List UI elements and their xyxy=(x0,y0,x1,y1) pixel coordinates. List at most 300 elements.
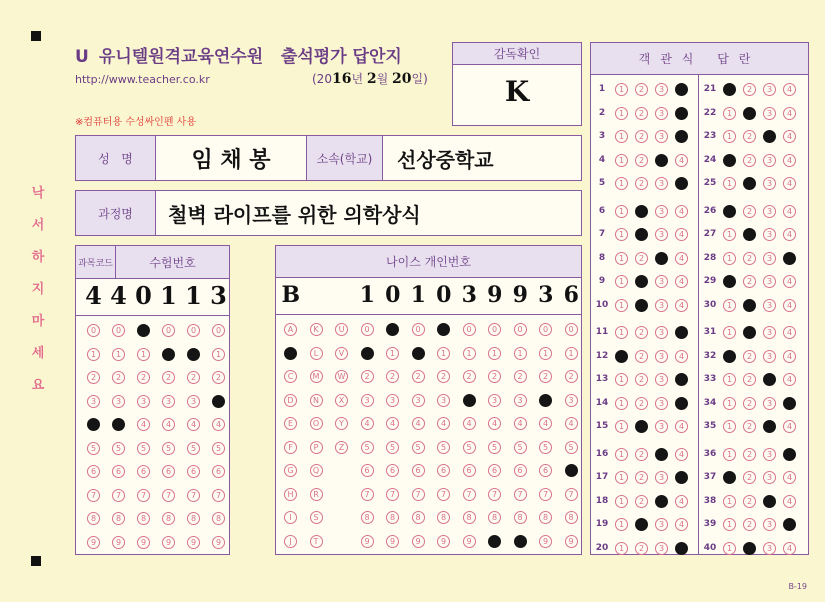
nice-letter-bubble[interactable]: O xyxy=(310,417,323,430)
nice-digit-bubble[interactable]: 7 xyxy=(412,488,425,501)
nice-digit-bubble[interactable]: 6 xyxy=(412,464,425,477)
answer-bubble[interactable]: 2 xyxy=(635,130,648,143)
nice-letter-bubble[interactable]: U xyxy=(335,323,348,336)
answer-bubble[interactable]: 3 xyxy=(763,177,776,190)
answer-bubble[interactable] xyxy=(655,448,668,461)
answer-bubble[interactable] xyxy=(783,518,796,531)
nice-digit-bubble[interactable]: 1 xyxy=(539,347,552,360)
answer-bubble[interactable]: 3 xyxy=(763,83,776,96)
answer-bubble[interactable]: 4 xyxy=(675,448,688,461)
code-bubble[interactable]: 0 xyxy=(212,324,225,337)
answer-bubble[interactable]: 2 xyxy=(743,130,756,143)
code-bubble[interactable]: 9 xyxy=(137,536,150,549)
nice-letter-bubble[interactable]: T xyxy=(310,535,323,548)
nice-letter-bubble[interactable]: N xyxy=(310,394,323,407)
answer-bubble[interactable]: 2 xyxy=(743,154,756,167)
answer-bubble[interactable] xyxy=(655,252,668,265)
nice-digit-bubble[interactable]: 7 xyxy=(463,488,476,501)
code-bubble[interactable]: 6 xyxy=(112,465,125,478)
answer-bubble[interactable]: 3 xyxy=(655,471,668,484)
answer-bubble[interactable]: 2 xyxy=(743,373,756,386)
answer-bubble[interactable]: 4 xyxy=(675,495,688,508)
answer-bubble[interactable] xyxy=(675,542,688,555)
answer-bubble[interactable] xyxy=(743,326,756,339)
answer-bubble[interactable] xyxy=(763,130,776,143)
answer-bubble[interactable] xyxy=(783,252,796,265)
answer-bubble[interactable]: 3 xyxy=(655,299,668,312)
answer-bubble[interactable]: 3 xyxy=(655,518,668,531)
answer-bubble[interactable]: 4 xyxy=(675,275,688,288)
answer-bubble[interactable]: 3 xyxy=(655,83,668,96)
nice-letter-bubble[interactable]: J xyxy=(284,535,297,548)
answer-bubble[interactable]: 4 xyxy=(783,275,796,288)
answer-bubble[interactable]: 1 xyxy=(615,448,628,461)
code-bubble[interactable]: 4 xyxy=(212,418,225,431)
code-bubble[interactable] xyxy=(162,348,175,361)
answer-bubble[interactable]: 1 xyxy=(723,397,736,410)
nice-digit-bubble[interactable]: 6 xyxy=(539,464,552,477)
code-bubble[interactable]: 6 xyxy=(87,465,100,478)
nice-letter-bubble[interactable]: K xyxy=(310,323,323,336)
nice-letter-bubble[interactable]: G xyxy=(284,464,297,477)
answer-bubble[interactable] xyxy=(675,83,688,96)
code-bubble[interactable]: 9 xyxy=(87,536,100,549)
answer-bubble[interactable]: 1 xyxy=(723,495,736,508)
answer-bubble[interactable]: 4 xyxy=(783,228,796,241)
answer-bubble[interactable]: 1 xyxy=(615,83,628,96)
answer-bubble[interactable]: 4 xyxy=(783,205,796,218)
code-bubble[interactable]: 1 xyxy=(112,348,125,361)
code-bubble[interactable]: 8 xyxy=(162,512,175,525)
nice-digit-bubble[interactable]: 3 xyxy=(361,394,374,407)
answer-bubble[interactable]: 1 xyxy=(723,373,736,386)
answer-bubble[interactable]: 4 xyxy=(783,542,796,555)
nice-digit-bubble[interactable]: 5 xyxy=(463,441,476,454)
answer-bubble[interactable]: 3 xyxy=(655,107,668,120)
answer-bubble[interactable]: 1 xyxy=(615,420,628,433)
code-bubble[interactable]: 8 xyxy=(112,512,125,525)
nice-letter-bubble[interactable] xyxy=(284,347,297,360)
answer-bubble[interactable]: 3 xyxy=(655,420,668,433)
answer-bubble[interactable]: 2 xyxy=(743,471,756,484)
code-bubble[interactable]: 3 xyxy=(87,395,100,408)
answer-bubble[interactable]: 1 xyxy=(615,518,628,531)
nice-digit-bubble[interactable]: 3 xyxy=(565,394,578,407)
answer-bubble[interactable]: 3 xyxy=(763,107,776,120)
answer-bubble[interactable]: 1 xyxy=(615,107,628,120)
nice-letter-bubble[interactable]: I xyxy=(284,511,297,524)
nice-digit-bubble[interactable]: 1 xyxy=(488,347,501,360)
nice-digit-bubble[interactable] xyxy=(412,347,425,360)
answer-bubble[interactable]: 2 xyxy=(743,420,756,433)
code-bubble[interactable]: 4 xyxy=(162,418,175,431)
answer-bubble[interactable] xyxy=(635,518,648,531)
answer-bubble[interactable]: 4 xyxy=(783,107,796,120)
answer-bubble[interactable] xyxy=(675,107,688,120)
answer-bubble[interactable]: 3 xyxy=(763,518,776,531)
nice-digit-bubble[interactable]: 3 xyxy=(386,394,399,407)
answer-bubble[interactable]: 3 xyxy=(655,326,668,339)
answer-bubble[interactable]: 3 xyxy=(763,205,776,218)
nice-digit-bubble[interactable]: 2 xyxy=(488,370,501,383)
answer-bubble[interactable]: 3 xyxy=(655,542,668,555)
answer-bubble[interactable]: 3 xyxy=(763,154,776,167)
answer-bubble[interactable]: 2 xyxy=(635,495,648,508)
nice-digit-bubble[interactable]: 2 xyxy=(361,370,374,383)
answer-bubble[interactable]: 4 xyxy=(783,130,796,143)
answer-bubble[interactable]: 2 xyxy=(635,83,648,96)
answer-bubble[interactable]: 4 xyxy=(783,83,796,96)
answer-bubble[interactable]: 2 xyxy=(635,397,648,410)
answer-bubble[interactable] xyxy=(675,471,688,484)
code-bubble[interactable]: 2 xyxy=(212,371,225,384)
answer-bubble[interactable] xyxy=(635,299,648,312)
nice-digit-bubble[interactable]: 2 xyxy=(539,370,552,383)
nice-digit-bubble[interactable]: 8 xyxy=(514,511,527,524)
nice-digit-bubble[interactable] xyxy=(437,323,450,336)
answer-bubble[interactable]: 1 xyxy=(615,205,628,218)
code-bubble[interactable] xyxy=(212,395,225,408)
nice-digit-bubble[interactable]: 7 xyxy=(488,488,501,501)
answer-bubble[interactable]: 2 xyxy=(635,373,648,386)
code-bubble[interactable]: 5 xyxy=(162,442,175,455)
answer-bubble[interactable] xyxy=(723,83,736,96)
nice-digit-bubble[interactable]: 6 xyxy=(514,464,527,477)
answer-bubble[interactable]: 2 xyxy=(635,350,648,363)
answer-bubble[interactable]: 2 xyxy=(635,252,648,265)
code-bubble[interactable]: 9 xyxy=(112,536,125,549)
answer-bubble[interactable]: 3 xyxy=(655,177,668,190)
nice-digit-bubble[interactable]: 2 xyxy=(514,370,527,383)
nice-digit-bubble[interactable]: 0 xyxy=(463,323,476,336)
code-bubble[interactable]: 7 xyxy=(112,489,125,502)
nice-letter-bubble[interactable]: E xyxy=(284,417,297,430)
nice-digit-bubble[interactable]: 4 xyxy=(565,417,578,430)
answer-bubble[interactable]: 1 xyxy=(723,252,736,265)
nice-digit-bubble[interactable]: 0 xyxy=(514,323,527,336)
answer-bubble[interactable]: 1 xyxy=(615,471,628,484)
answer-bubble[interactable] xyxy=(783,397,796,410)
code-bubble[interactable]: 8 xyxy=(187,512,200,525)
answer-bubble[interactable]: 2 xyxy=(743,205,756,218)
nice-letter-bubble[interactable]: A xyxy=(284,323,297,336)
answer-bubble[interactable] xyxy=(675,373,688,386)
answer-bubble[interactable]: 2 xyxy=(743,252,756,265)
code-bubble[interactable]: 4 xyxy=(137,418,150,431)
answer-bubble[interactable]: 1 xyxy=(615,177,628,190)
code-bubble[interactable]: 3 xyxy=(187,395,200,408)
nice-digit-bubble[interactable]: 8 xyxy=(412,511,425,524)
nice-digit-bubble[interactable]: 6 xyxy=(361,464,374,477)
answer-bubble[interactable]: 1 xyxy=(615,326,628,339)
code-bubble[interactable] xyxy=(112,418,125,431)
code-bubble[interactable]: 8 xyxy=(212,512,225,525)
answer-bubble[interactable]: 3 xyxy=(655,228,668,241)
answer-bubble[interactable]: 3 xyxy=(763,542,776,555)
nice-letter-bubble[interactable]: H xyxy=(284,488,297,501)
answer-bubble[interactable]: 4 xyxy=(783,177,796,190)
answer-bubble[interactable]: 3 xyxy=(763,471,776,484)
nice-digit-bubble[interactable]: 9 xyxy=(361,535,374,548)
nice-digit-bubble[interactable]: 3 xyxy=(488,394,501,407)
nice-letter-bubble[interactable]: L xyxy=(310,347,323,360)
code-bubble[interactable]: 6 xyxy=(162,465,175,478)
code-bubble[interactable] xyxy=(187,348,200,361)
nice-letter-bubble[interactable]: V xyxy=(335,347,348,360)
code-bubble[interactable]: 8 xyxy=(137,512,150,525)
nice-digit-bubble[interactable]: 0 xyxy=(539,323,552,336)
nice-digit-bubble[interactable]: 0 xyxy=(412,323,425,336)
nice-digit-bubble[interactable]: 2 xyxy=(463,370,476,383)
nice-digit-bubble[interactable]: 1 xyxy=(514,347,527,360)
nice-letter-bubble[interactable]: R xyxy=(310,488,323,501)
nice-digit-bubble[interactable]: 7 xyxy=(361,488,374,501)
answer-bubble[interactable]: 4 xyxy=(783,495,796,508)
code-bubble[interactable]: 7 xyxy=(87,489,100,502)
nice-letter-bubble[interactable]: Z xyxy=(335,441,348,454)
code-bubble[interactable]: 1 xyxy=(87,348,100,361)
nice-letter-bubble[interactable]: M xyxy=(310,370,323,383)
answer-bubble[interactable]: 1 xyxy=(615,495,628,508)
answer-bubble[interactable]: 3 xyxy=(655,373,668,386)
nice-digit-bubble[interactable]: 9 xyxy=(437,535,450,548)
nice-digit-bubble[interactable]: 8 xyxy=(361,511,374,524)
answer-bubble[interactable]: 4 xyxy=(675,205,688,218)
nice-digit-bubble[interactable]: 8 xyxy=(488,511,501,524)
answer-bubble[interactable] xyxy=(675,130,688,143)
answer-bubble[interactable]: 2 xyxy=(743,83,756,96)
answer-bubble[interactable]: 2 xyxy=(635,471,648,484)
nice-digit-bubble[interactable]: 4 xyxy=(412,417,425,430)
answer-bubble[interactable] xyxy=(743,542,756,555)
answer-bubble[interactable] xyxy=(635,228,648,241)
code-bubble[interactable]: 5 xyxy=(87,442,100,455)
nice-letter-bubble[interactable]: C xyxy=(284,370,297,383)
code-bubble[interactable]: 7 xyxy=(212,489,225,502)
answer-bubble[interactable] xyxy=(635,205,648,218)
nice-digit-bubble[interactable]: 7 xyxy=(514,488,527,501)
answer-bubble[interactable]: 2 xyxy=(635,177,648,190)
nice-digit-bubble[interactable] xyxy=(539,394,552,407)
code-bubble[interactable]: 2 xyxy=(137,371,150,384)
nice-digit-bubble[interactable]: 4 xyxy=(488,417,501,430)
nice-digit-bubble[interactable]: 4 xyxy=(539,417,552,430)
answer-bubble[interactable]: 1 xyxy=(615,542,628,555)
nice-digit-bubble[interactable] xyxy=(514,535,527,548)
code-bubble[interactable]: 7 xyxy=(187,489,200,502)
code-bubble[interactable]: 9 xyxy=(212,536,225,549)
nice-digit-bubble[interactable]: 5 xyxy=(437,441,450,454)
nice-digit-bubble[interactable]: 5 xyxy=(386,441,399,454)
answer-bubble[interactable]: 1 xyxy=(723,448,736,461)
answer-bubble[interactable]: 4 xyxy=(675,228,688,241)
answer-bubble[interactable]: 2 xyxy=(635,154,648,167)
answer-bubble[interactable]: 4 xyxy=(783,326,796,339)
answer-bubble[interactable]: 4 xyxy=(675,518,688,531)
code-bubble[interactable]: 2 xyxy=(187,371,200,384)
nice-digit-bubble[interactable]: 4 xyxy=(463,417,476,430)
nice-digit-bubble[interactable]: 4 xyxy=(386,417,399,430)
nice-digit-bubble[interactable]: 7 xyxy=(539,488,552,501)
code-bubble[interactable]: 5 xyxy=(137,442,150,455)
nice-digit-bubble[interactable]: 8 xyxy=(539,511,552,524)
nice-digit-bubble[interactable]: 5 xyxy=(361,441,374,454)
answer-bubble[interactable]: 1 xyxy=(723,518,736,531)
answer-bubble[interactable]: 3 xyxy=(763,252,776,265)
answer-bubble[interactable]: 2 xyxy=(743,495,756,508)
answer-bubble[interactable] xyxy=(635,420,648,433)
nice-digit-bubble[interactable]: 5 xyxy=(488,441,501,454)
answer-bubble[interactable] xyxy=(635,275,648,288)
nice-digit-bubble[interactable]: 1 xyxy=(386,347,399,360)
nice-digit-bubble[interactable]: 5 xyxy=(412,441,425,454)
nice-digit-bubble[interactable]: 8 xyxy=(386,511,399,524)
nice-letter-bubble[interactable]: Y xyxy=(335,417,348,430)
answer-bubble[interactable]: 2 xyxy=(743,518,756,531)
answer-bubble[interactable]: 2 xyxy=(743,397,756,410)
code-bubble[interactable]: 2 xyxy=(112,371,125,384)
code-bubble[interactable]: 5 xyxy=(212,442,225,455)
answer-bubble[interactable]: 1 xyxy=(723,326,736,339)
nice-digit-bubble[interactable]: 8 xyxy=(565,511,578,524)
answer-bubble[interactable] xyxy=(723,205,736,218)
nice-digit-bubble[interactable]: 1 xyxy=(437,347,450,360)
code-bubble[interactable]: 1 xyxy=(212,348,225,361)
nice-digit-bubble[interactable]: 0 xyxy=(488,323,501,336)
answer-bubble[interactable]: 4 xyxy=(783,373,796,386)
answer-bubble[interactable] xyxy=(743,107,756,120)
answer-bubble[interactable] xyxy=(675,177,688,190)
answer-bubble[interactable] xyxy=(723,350,736,363)
answer-bubble[interactable]: 2 xyxy=(743,350,756,363)
code-bubble[interactable]: 3 xyxy=(162,395,175,408)
answer-bubble[interactable]: 1 xyxy=(723,228,736,241)
code-bubble[interactable]: 9 xyxy=(187,536,200,549)
answer-bubble[interactable]: 3 xyxy=(763,397,776,410)
answer-bubble[interactable]: 4 xyxy=(675,350,688,363)
answer-bubble[interactable]: 3 xyxy=(763,275,776,288)
nice-digit-bubble[interactable] xyxy=(361,347,374,360)
answer-bubble[interactable]: 4 xyxy=(675,420,688,433)
nice-digit-bubble[interactable]: 6 xyxy=(437,464,450,477)
answer-bubble[interactable] xyxy=(783,448,796,461)
nice-letter-bubble[interactable]: Q xyxy=(310,464,323,477)
answer-bubble[interactable]: 1 xyxy=(723,130,736,143)
answer-bubble[interactable]: 2 xyxy=(743,448,756,461)
nice-digit-bubble[interactable]: 3 xyxy=(514,394,527,407)
nice-digit-bubble[interactable]: 4 xyxy=(361,417,374,430)
answer-bubble[interactable]: 4 xyxy=(675,154,688,167)
nice-digit-bubble[interactable]: 6 xyxy=(386,464,399,477)
answer-bubble[interactable]: 1 xyxy=(723,420,736,433)
answer-bubble[interactable]: 1 xyxy=(615,275,628,288)
nice-digit-bubble[interactable]: 9 xyxy=(463,535,476,548)
answer-bubble[interactable]: 3 xyxy=(655,275,668,288)
nice-digit-bubble[interactable]: 9 xyxy=(565,535,578,548)
code-bubble[interactable]: 5 xyxy=(112,442,125,455)
code-bubble[interactable]: 5 xyxy=(187,442,200,455)
code-bubble[interactable]: 9 xyxy=(162,536,175,549)
answer-bubble[interactable]: 2 xyxy=(635,542,648,555)
code-bubble[interactable]: 6 xyxy=(187,465,200,478)
code-bubble[interactable] xyxy=(87,418,100,431)
answer-bubble[interactable] xyxy=(675,397,688,410)
nice-digit-bubble[interactable]: 4 xyxy=(437,417,450,430)
code-bubble[interactable] xyxy=(137,324,150,337)
code-bubble[interactable]: 4 xyxy=(187,418,200,431)
answer-bubble[interactable]: 3 xyxy=(763,299,776,312)
nice-digit-bubble[interactable]: 1 xyxy=(463,347,476,360)
code-bubble[interactable]: 2 xyxy=(162,371,175,384)
nice-digit-bubble[interactable]: 5 xyxy=(539,441,552,454)
answer-bubble[interactable]: 2 xyxy=(635,448,648,461)
nice-digit-bubble[interactable]: 2 xyxy=(412,370,425,383)
answer-bubble[interactable]: 3 xyxy=(763,350,776,363)
answer-bubble[interactable] xyxy=(675,326,688,339)
nice-digit-bubble[interactable]: 1 xyxy=(565,347,578,360)
nice-digit-bubble[interactable]: 9 xyxy=(386,535,399,548)
nice-digit-bubble[interactable] xyxy=(488,535,501,548)
answer-bubble[interactable] xyxy=(723,275,736,288)
nice-digit-bubble[interactable]: 7 xyxy=(386,488,399,501)
nice-digit-bubble[interactable]: 8 xyxy=(463,511,476,524)
nice-digit-bubble[interactable] xyxy=(463,394,476,407)
answer-bubble[interactable]: 3 xyxy=(763,326,776,339)
answer-bubble[interactable]: 3 xyxy=(655,397,668,410)
nice-letter-bubble[interactable]: D xyxy=(284,394,297,407)
answer-bubble[interactable]: 1 xyxy=(615,228,628,241)
code-bubble[interactable]: 0 xyxy=(87,324,100,337)
answer-bubble[interactable]: 3 xyxy=(655,350,668,363)
answer-bubble[interactable]: 2 xyxy=(743,275,756,288)
nice-digit-bubble[interactable]: 5 xyxy=(514,441,527,454)
answer-bubble[interactable]: 1 xyxy=(723,299,736,312)
code-bubble[interactable]: 6 xyxy=(212,465,225,478)
answer-bubble[interactable] xyxy=(655,154,668,167)
answer-bubble[interactable]: 4 xyxy=(783,350,796,363)
answer-bubble[interactable]: 1 xyxy=(723,107,736,120)
answer-bubble[interactable]: 1 xyxy=(615,252,628,265)
answer-bubble[interactable] xyxy=(743,228,756,241)
code-bubble[interactable]: 0 xyxy=(112,324,125,337)
answer-bubble[interactable] xyxy=(655,495,668,508)
nice-digit-bubble[interactable]: 2 xyxy=(565,370,578,383)
nice-digit-bubble[interactable]: 9 xyxy=(539,535,552,548)
answer-bubble[interactable]: 3 xyxy=(763,228,776,241)
nice-digit-bubble[interactable]: 5 xyxy=(565,441,578,454)
answer-bubble[interactable]: 4 xyxy=(675,299,688,312)
code-bubble[interactable]: 0 xyxy=(162,324,175,337)
nice-digit-bubble[interactable]: 4 xyxy=(514,417,527,430)
answer-bubble[interactable]: 3 xyxy=(763,448,776,461)
answer-bubble[interactable] xyxy=(763,420,776,433)
answer-bubble[interactable]: 4 xyxy=(783,420,796,433)
nice-letter-bubble[interactable]: P xyxy=(310,441,323,454)
answer-bubble[interactable]: 3 xyxy=(655,130,668,143)
code-bubble[interactable]: 3 xyxy=(137,395,150,408)
answer-bubble[interactable]: 2 xyxy=(635,107,648,120)
answer-bubble[interactable] xyxy=(723,471,736,484)
code-bubble[interactable]: 2 xyxy=(87,371,100,384)
nice-digit-bubble[interactable]: 7 xyxy=(437,488,450,501)
nice-digit-bubble[interactable]: 0 xyxy=(361,323,374,336)
answer-bubble[interactable] xyxy=(763,373,776,386)
code-bubble[interactable]: 6 xyxy=(137,465,150,478)
answer-bubble[interactable]: 1 xyxy=(723,177,736,190)
nice-letter-bubble[interactable]: W xyxy=(335,370,348,383)
answer-bubble[interactable]: 2 xyxy=(635,326,648,339)
answer-bubble[interactable]: 1 xyxy=(615,373,628,386)
